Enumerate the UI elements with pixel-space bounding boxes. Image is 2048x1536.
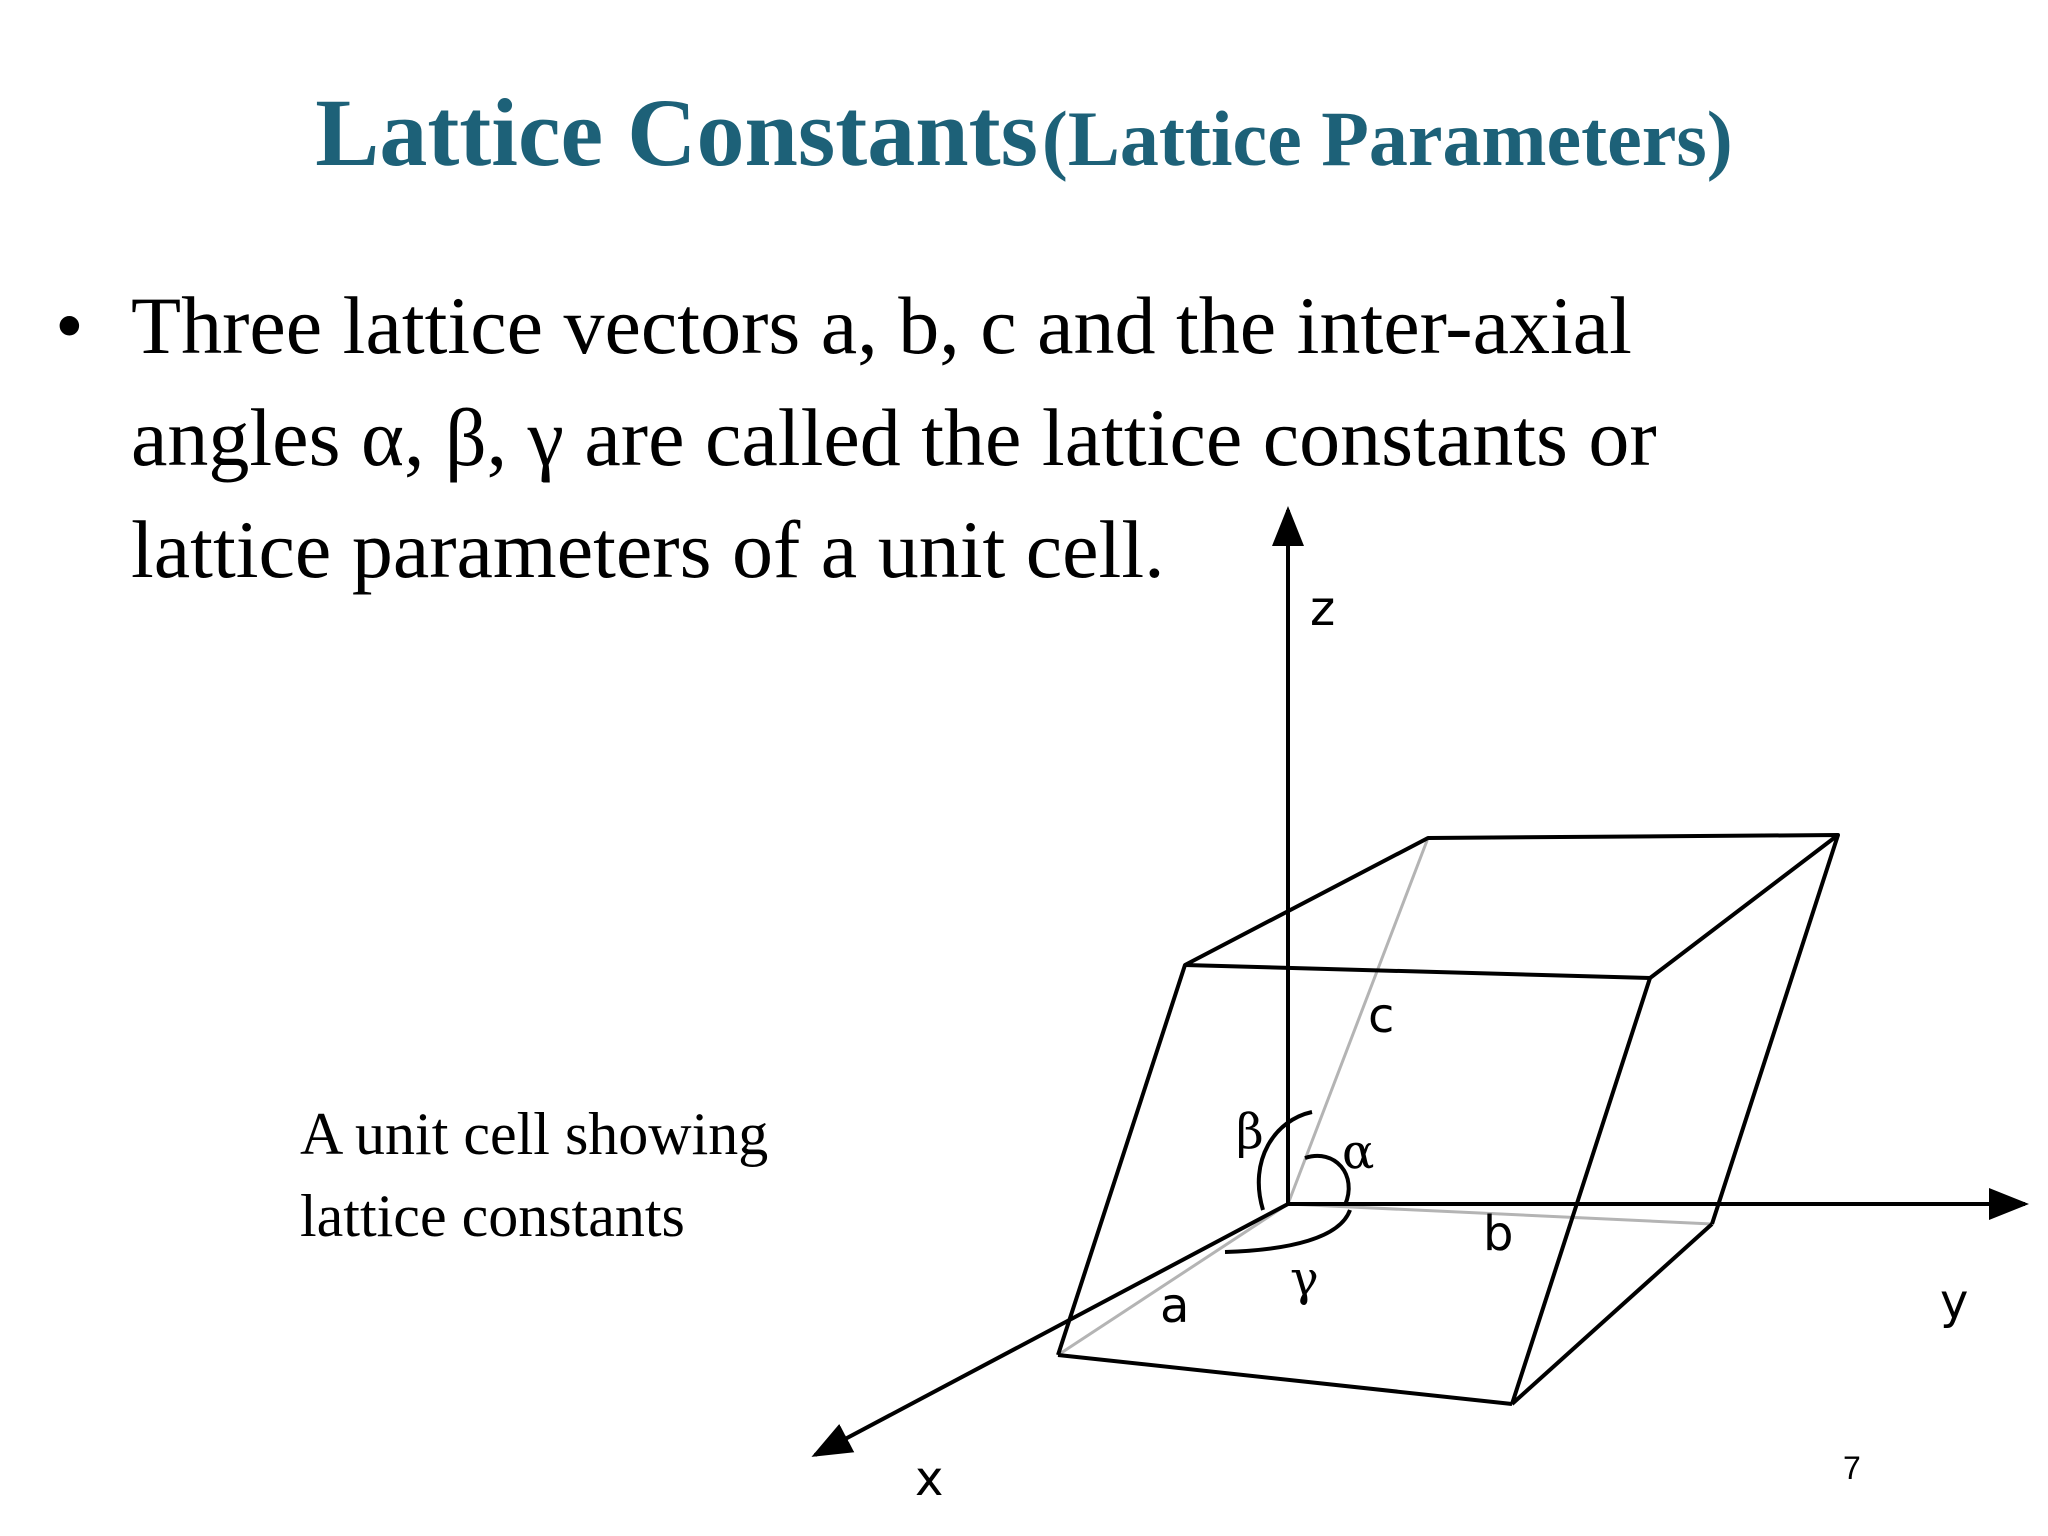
beta-label: β <box>1236 1104 1264 1160</box>
caption-line-1: A unit cell showing <box>300 1101 769 1167</box>
gamma-label: γ <box>1290 1251 1319 1307</box>
diagram-caption <box>300 1093 768 1257</box>
edge-c-label: c <box>1368 988 1395 1044</box>
x-axis-label: x <box>915 1451 944 1507</box>
title-subtitle: (Lattice Parameters) <box>1041 95 1733 182</box>
caption-line-2: lattice constants <box>300 1183 685 1249</box>
gamma-arc <box>1225 1210 1350 1252</box>
edge-b-label: b <box>1483 1206 1514 1262</box>
edge-a-label: a <box>1160 1278 1190 1334</box>
coordinate-axes <box>815 510 2025 1455</box>
hidden-edges <box>1058 838 1712 1355</box>
page-number: 7 <box>1843 1450 1861 1486</box>
back-edge-right <box>1712 835 1838 1224</box>
bullet-icon: • <box>55 280 84 371</box>
bottom-edge-front <box>1058 1355 1512 1404</box>
top-face <box>1185 835 1838 978</box>
alpha-label: α <box>1342 1124 1375 1180</box>
title-main: Lattice Constants <box>315 79 1038 186</box>
bullet-line-3: lattice parameters of a unit cell. <box>131 504 1165 595</box>
y-axis-label: y <box>1940 1274 1969 1330</box>
z-axis-label: z <box>1310 581 1336 637</box>
bullet-line-2: angles α, β, γ are called the lattice constants or <box>131 392 1657 483</box>
x-axis <box>815 1204 1288 1455</box>
bullet-line-1: Three lattice vectors a, b, c and the inter-axial <box>131 280 1632 371</box>
